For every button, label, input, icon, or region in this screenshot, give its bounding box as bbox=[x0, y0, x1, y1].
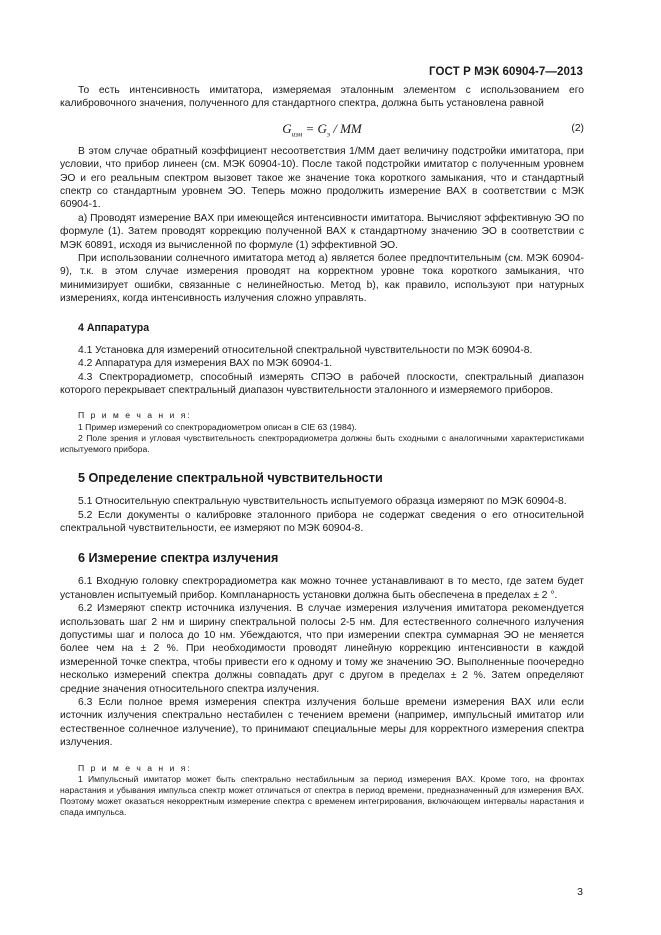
formula-equals: = bbox=[302, 120, 318, 136]
notes-heading: П р и м е ч а н и я: bbox=[78, 762, 192, 773]
method-preference-paragraph: При использовании солнечного имитатора метод а) является более предпочтительным (см. МЭК 60904-9), т.к. в этом случае измерения проводят на корректном уровне тока короткого замыкания, что минимизирует ошибки, связанные с нелинейностью. Метод b), как правило, используют при натурных измерениях, когда интенсивность излучения сложно управлять. bbox=[60, 253, 584, 305]
section-6-notes bbox=[60, 763, 584, 819]
clause-4-1: 4.1 Установка для измерений относительной спектральной чувствительности по МЭК 60904-8. bbox=[78, 344, 533, 356]
formula-number: (2) bbox=[571, 122, 584, 134]
page-number: 3 bbox=[577, 886, 583, 898]
section-5-title: 5 Определение спектральной чувствительности bbox=[78, 471, 383, 486]
method-a-paragraph: a) Проводят измерение ВАХ при имеющейся интенсивности имитатора. Вычисляют эффективную ЭО по формуле (1). Затем проводят коррекцию полученной ВАХ к стандартному значению ЭО в соответствии с МЭК 60891, исходя из вычисленной по формуле (1) эффективной ЭО. bbox=[60, 212, 584, 251]
section-4-notes bbox=[60, 410, 584, 455]
clause-5-1: 5.1 Относительную спектральную чувствительность испытуемого образца измеряют по МЭК 60904-8. bbox=[78, 496, 567, 508]
note-item: 1 Импульсный имитатор может быть спектрально нестабильным за период измерения ВАХ. Кроме того, на фронтах нарастания и убывания импульса спектр может отличаться от спектра в период времени, предназначенный для измерения ВАХ. Поэтому может оказаться некорректным измерение спектра с временем интегрирования, включающем интервалы нарастания и спада импульса. bbox=[60, 773, 584, 818]
formula-rhs-tail: / MM bbox=[329, 120, 362, 136]
formula-lhs-sub: изм bbox=[291, 130, 303, 139]
body-paragraph: В этом случае обратный коэффициент несоответствия 1/MM дает величину подстройки имитатора, при условии, что прибор линеен (см. МЭК 60904-10). После такой подстройки имитатор с полученным уровнем ЭО и его реальным спектром вызовет такое же значение тока короткого замыкания, что и стандартный спектр со стандартным уровнем ЭО. Теперь можно продолжить измерение ВАХ в соответствии с МЭК 60904-1. bbox=[60, 145, 584, 211]
page-body bbox=[60, 84, 584, 819]
clause-6-1: 6.1 Входную головку спектрорадиометра как можно точнее устанавливают в то место, где затем будет установлен испытуемый прибор. Компланарность установки должна быть обеспечена в пределах ± 2 °. bbox=[60, 576, 584, 601]
formula-2 bbox=[60, 115, 584, 145]
clause-6-3: 6.3 Если полное время измерения спектра излучения больше времени измерения ВАХ или если источник излучения спектрально нестабилен с течением времени (например, импульсный имитатор или естественное солнечное излучение), то принимают специальные меры для корректного измерения спектра излучения. bbox=[60, 697, 584, 749]
note-item: 1 Пример измерений со спектрорадиометром описан в CIE 63 (1984). bbox=[78, 421, 357, 432]
notes-heading: П р и м е ч а н и я: bbox=[78, 410, 192, 421]
formula-lhs: G bbox=[282, 120, 292, 136]
clause-4-2: 4.2 Аппаратура для измерения ВАХ по МЭК 60904-1. bbox=[78, 358, 333, 370]
clause-5-2: 5.2 Если документы о калибровке эталонного прибора не содержат сведения о его относительной спектральной чувствительности, ее измеряют по МЭК 60904-8. bbox=[60, 509, 584, 534]
intro-paragraph: То есть интенсивность имитатора, измеряемая эталонным элементом с использованием его калибровочного значения, полученного для стандартного спектра, должна быть установлена равной bbox=[60, 85, 584, 110]
section-6-title: 6 Измерение спектра излучения bbox=[78, 551, 279, 566]
formula-rhs-sub: э bbox=[326, 130, 330, 139]
clause-4-3: 4.3 Спектрорадиометр, способный измерять СПЭО в рабочей плоскости, спектральный диапазон которого перекрывает спектральный диапазон чувствительности эталонного и измеряемого приборов. bbox=[60, 371, 584, 396]
standard-header: ГОСТ Р МЭК 60904-7—2013 bbox=[429, 66, 583, 78]
formula-rhs: G bbox=[317, 120, 327, 136]
formula-expression bbox=[60, 121, 584, 139]
section-4-title: 4 Аппаратура bbox=[78, 321, 150, 334]
clause-6-2: 6.2 Измеряют спектр источника излучения. В случае измерения излучения имитатора рекомендуется использовать шаг 2 нм и ширину спектральной полосы 2-5 нм. Для естественного солнечного излучения допустимы шаг и полоса до 10 нм. Убеждаются, что при измерении спектра суммарная ЭО не меняется более чем на ± 2 %. При необходимости проводят линейную коррекцию интенсивности в каждой измеренной точке спектра, чтобы привести его к одному и тому же значению ЭО. Выполненные поочередно несколько измерений спектра должны совпадать друг с другом в пределах ± 2 %. Затем определяют средние значения относительного спектра излучения. bbox=[60, 603, 584, 695]
note-item: 2 Поле зрения и угловая чувствительность спектрорадиометра должны быть сходными с аналогичными характеристиками испытуемого прибора. bbox=[60, 432, 584, 454]
